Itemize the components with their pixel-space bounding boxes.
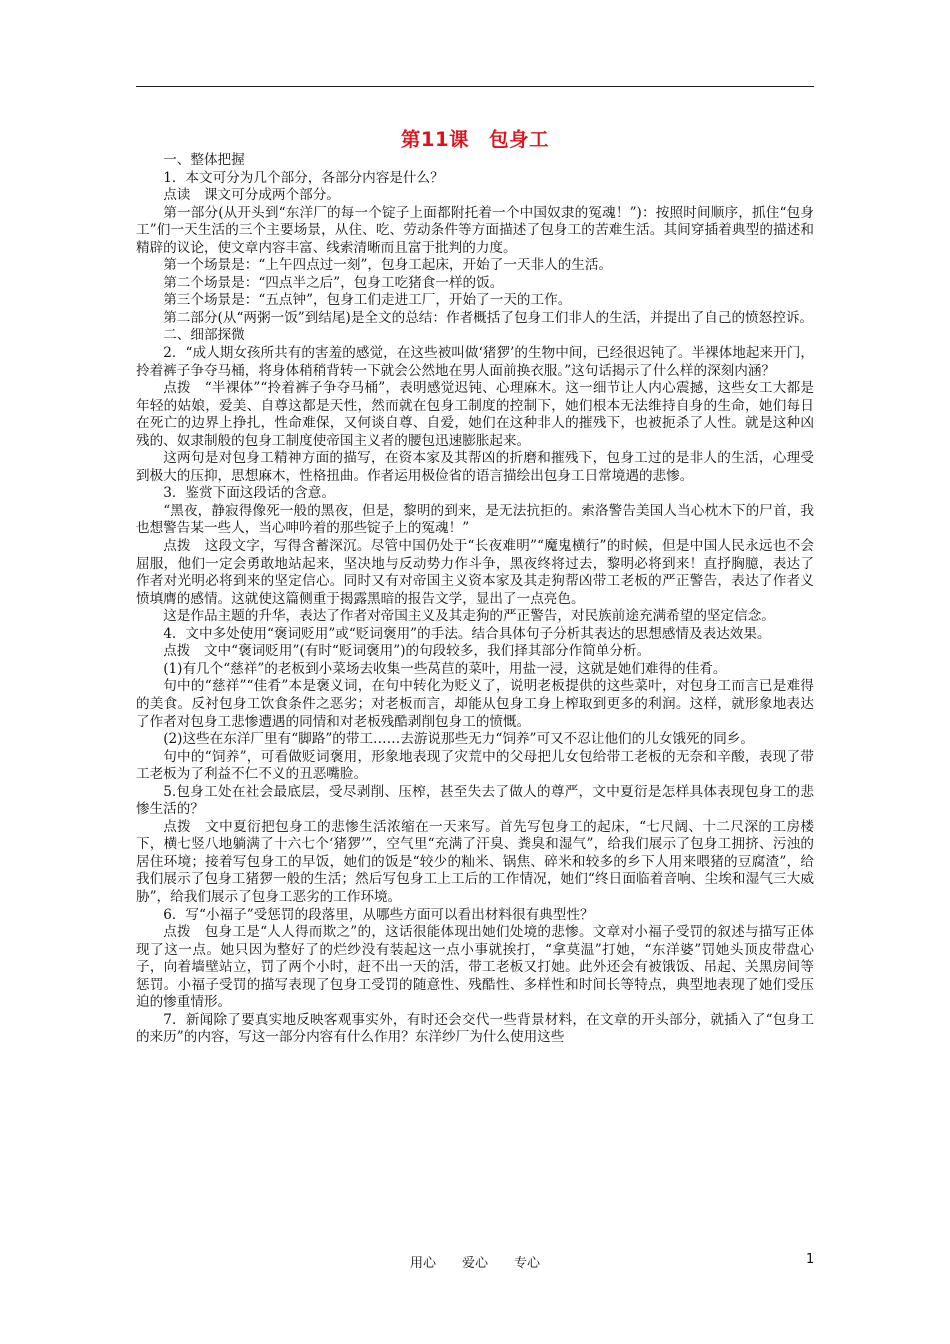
paragraph: 点拨 包身工是“人人得而欺之”的，这话很能体现出她们处境的悲惨。文章对小福子受罚的叙述与描写正体现了这一点。她只因为整好了的烂纱没有装起这一点小事就挨打，“拿莫温”打她，“东洋婆”罚她头顶皮带盘心子，向着墙壁站立，罚了两个小时，赶不出一天的活，带工老板又打她。此外还会有被饿饭、吊起、关黑房间等惩罚。小福子受罚的描写表现了包身工受罚的随意性、残酷性、多样性和时间长等特点，典型地表现了她们受压迫的惨重情形。 [136, 924, 814, 1011]
paragraph: 点读 课文可分成两个部分。 [163, 187, 340, 204]
paragraph: 5.包身工处在社会最底层，受尽剥削、压榨，甚至失去了做人的尊严，文中夏衍是怎样具体表现包身工的悲惨生活的？ [136, 783, 814, 818]
paragraph: 点拨 这段文字，写得含蓄深沉。尽管中国仍处于“长夜难明”“魔鬼横行”的时候，但是中国人民永远也不会屈服，他们一定会勇敢地站起来，坚决地与反动势力作斗争，黑夜终将过去，黎明必将到来！直抒胸臆，表达了作者对光明必将到来的坚定信心。同时又有对帝国主义资本家及其走狗帮凶带工老板的严正警告，表达了作者义愤填膺的感情。这就使这篇侧重于揭露黑暗的报告文学，显出了一点亮色。 [136, 538, 814, 607]
paragraph: 这是作品主题的升华，表达了作者对帝国主义及其走狗的严正警告，对民族前途充满希望的坚定信念。 [163, 608, 775, 625]
paragraph: 点拨 “半裸体”“拎着裤子争夺马桶”，表明感觉迟钝、心理麻木。这一细节让人内心震撼，这些女工大都是年轻的姑娘，爱美、自尊这都是天性，然而就在包身工制度的控制下，她们根本无法维持自身的生命，她们每日在死亡的边界上挣扎，性命难保，又何谈自尊、自爱，她们在这种非人的摧残下，也被扼杀了人性。就是这种凶残的、奴隶制般的包身工制度使帝国主义者的腰包迅速膨胀起来。 [136, 380, 814, 449]
paragraph: 句中的“饲养”，可看做贬词褒用，形象地表现了灾荒中的父母把儿女包给带工老板的无奈和辛酸，表现了带工老板为了利益不仁不义的丑恶嘴脸。 [136, 748, 814, 783]
header-rule [136, 86, 814, 87]
paragraph: 第三个场景是：“五点钟”，包身工们走进工厂，开始了一天的工作。 [163, 292, 572, 309]
document-body [136, 152, 814, 1047]
paragraph: 4．文中多处使用“褒词贬用”或“贬词褒用”的手法。结合具体句子分析其表达的思想感情及表达效果。 [163, 625, 771, 642]
paragraph: 1．本文可分为几个部分，各部分内容是什么？ [163, 169, 444, 186]
paragraph: 点拨 文中夏衍把包身工的悲惨生活浓缩在一天来写。首先写包身工的起床，“七尺阔、十二尺深的工房楼下，横七竖八地躺满了十六七个‘猪猡’”，空气里“充满了汗臭、粪臭和湿气”，给我们展示了包身工拥挤、污浊的居住环境；接着写包身工的早饭，她们的饭是“较少的籼米、锅焦、碎米和较多的乡下人用来喂猪的豆腐渣”，给我们展示了包身工猪猡一般的生活；然后写包身工上工后的工作情况，她们“终日面临着音响、尘埃和湿气三大威胁”，给我们展示了包身工恶劣的工作环境。 [136, 818, 814, 905]
page-footer: 用心 爱心 专心 [409, 1256, 540, 1271]
paragraph: “黑夜，静寂得像死一般的黑夜，但是，黎明的到来，是无法抗拒的。索洛警告美国人当心枕木下的尸首，我也想警告某一些人，当心呻吟着的那些锭子上的冤魂！” [136, 502, 814, 537]
paragraph: 点拨 文中“褒词贬用”(有时“贬词褒用”)的句段较多，我们择其部分作简单分析。 [163, 643, 651, 660]
paragraph: 3．鉴赏下面这段话的含意。 [163, 485, 335, 502]
paragraph: 2．“成人期女孩所共有的害羞的感觉，在这些被叫做‘猪猡’的生物中间，已经很迟钝了。半裸体地起来开门，拎着裤子争夺马桶，将身体稍稍背转一下就会公然地在男人面前换衣服。”这句话揭示了什么样的深刻内涵？ [136, 345, 814, 379]
page-number: 1 [806, 1252, 815, 1267]
paragraph: 句中的“慈祥”“佳肴”本是褒义词，在句中转化为贬义了，说明老板提供的这些菜叶，对包身工而言已是难得的美食。反衬包身工饮食条件之恶劣；对老板而言，却能从包身工身上榨取到更多的利润。这样，就形象地表达了作者对包身工悲惨遭遇的同情和对老板残酷剥削包身工的愤慨。 [136, 678, 814, 730]
paragraph: 7．新闻除了要真实地反映客观事实外，有时还会交代一些背景材料，在文章的开头部分，就插入了“包身工的来历”的内容，写这一部分内容有什么作用？东洋纱厂为什么使用这些 [136, 1011, 814, 1046]
paragraph: 6．写“小福子”受惩罚的段落里，从哪些方面可以看出材料很有典型性？ [163, 906, 594, 923]
paragraph: 第二个场景是：“四点半之后”，包身工吃猪食一样的饭。 [163, 274, 504, 291]
paragraph: 一、整体把握 [163, 152, 245, 168]
paragraph: 这两句是对包身工精神方面的描写，在资本家及其帮凶的折磨和摧残下，包身工过的是非人的生活，心理受到极大的压抑，思想麻木，性格扭曲。作者运用极俭省的语言描绘出包身工日常境遇的悲惨。 [136, 450, 814, 484]
paragraph: (2)这些在东洋厂里有“脚路”的带工……去游说那些无力“饲养”可又不忍让他们的儿女饿死的同乡。 [163, 731, 754, 748]
paragraph: 第二部分(从“两粥一饭”到结尾)是全文的总结：作者概括了包身工们非人的生活，并提出了自己的愤怒控诉。 [163, 309, 814, 326]
lesson-title: 第11课 包身工 [400, 128, 550, 151]
paragraph: 二、细部探微 [163, 327, 245, 344]
paragraph: 第一部分(从开头到“东洋厂的每一个锭子上面都附托着一个中国奴隶的冤魂！”)：按照时间顺序，抓住“包身工”们一天生活的三个主要场景，从住、吃、劳动条件等方面描述了包身工的苦难生活。其间穿插着典型的描述和精辟的议论，使文章内容丰富、线索清晰而且富于批判的力度。 [136, 204, 814, 256]
paragraph: (1)有几个“慈祥”的老板到小菜场去收集一些莴苣的菜叶，用盐一浸，这就是她们难得的佳肴。 [163, 660, 727, 677]
paragraph: 第一个场景是：“上午四点过一刻”，包身工起床，开始了一天非人的生活。 [163, 257, 613, 274]
